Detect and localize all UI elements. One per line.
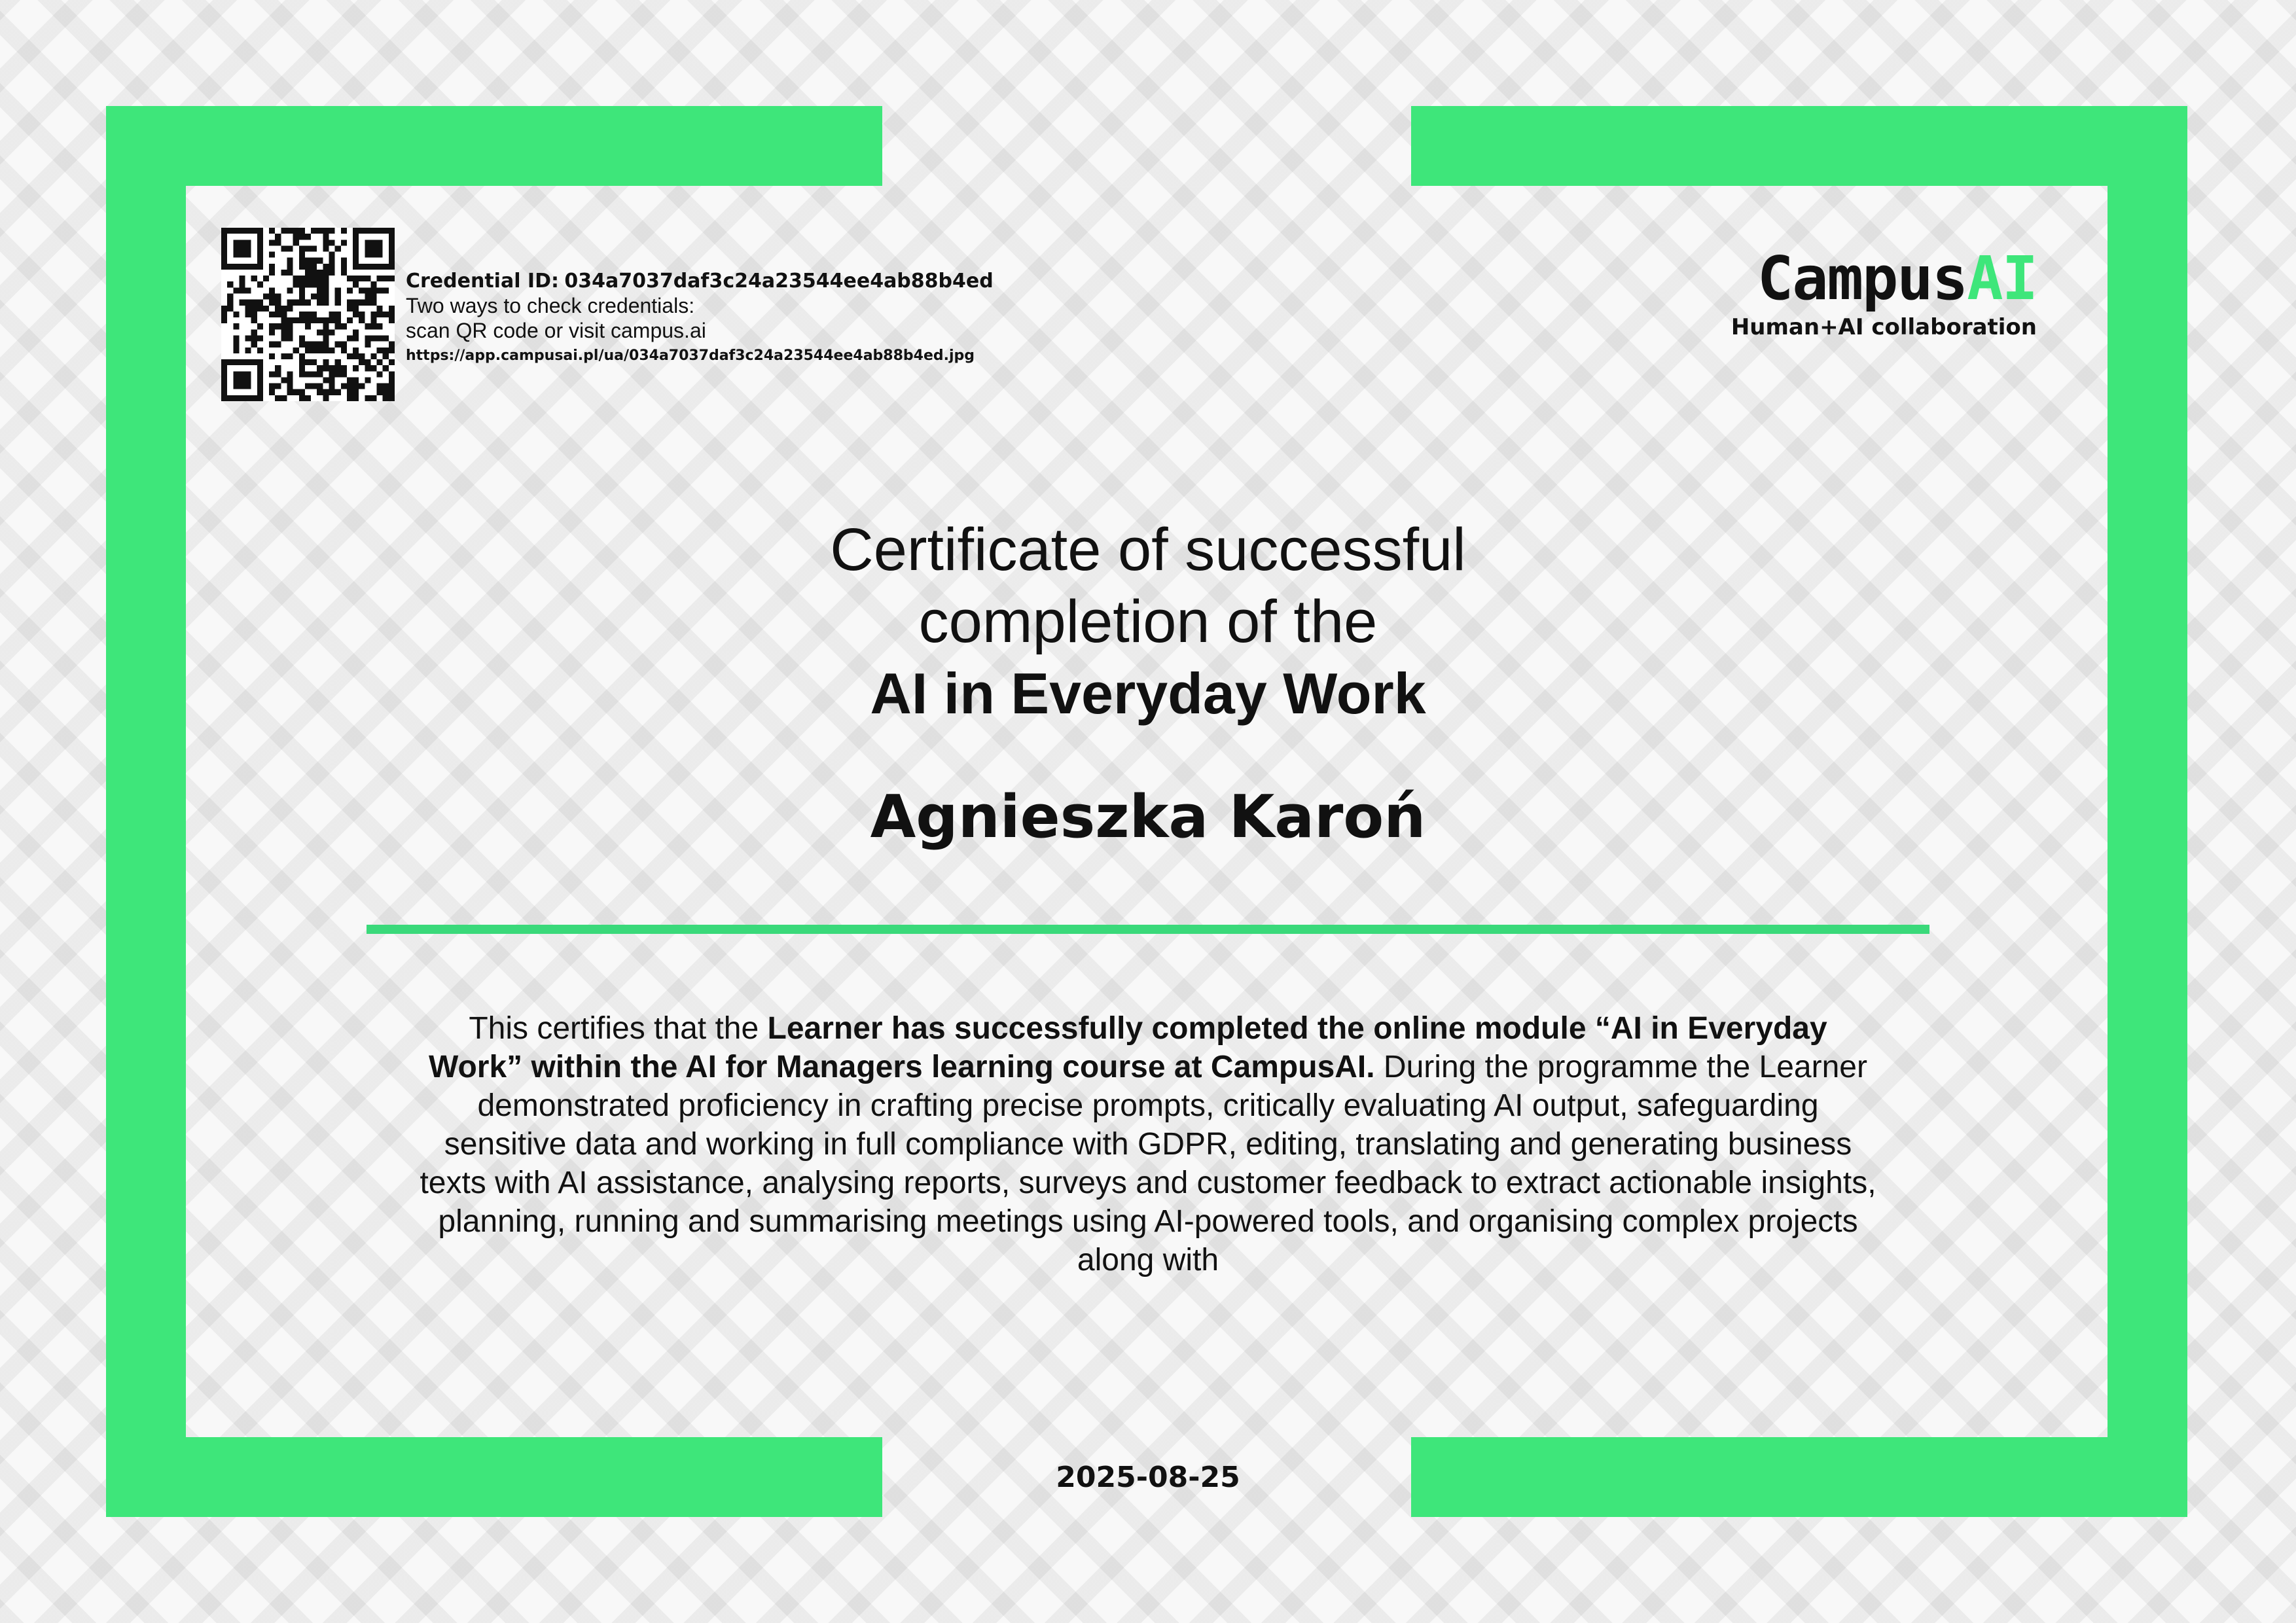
- issue-date: 2025-08-25: [1056, 1461, 1240, 1494]
- body-rest: During the programme the Learner demonstrated proficiency in crafting precise prompts, critically evaluating AI output, safeguarding sensitive data and working in full compliance with GDPR, editing, translating and generating business texts with AI assistance, analysing reports, surveys and customer feedback to extract actionable insights, planning, running and summarising meetings using AI-powered tools, and organising complex projects along with: [420, 1050, 1876, 1277]
- logo-tagline: Human+AI collaboration: [1731, 314, 2037, 340]
- qr-code-icon: [221, 228, 395, 401]
- credential-instructions-2: scan QR code or visit campus.ai: [406, 319, 706, 343]
- course-name: AI in Everyday Work: [870, 661, 1426, 726]
- frame-top-right: [1411, 106, 2187, 186]
- credential-id-label: Credential ID:: [406, 270, 559, 293]
- certificate-title: [0, 514, 2296, 730]
- campusai-logo: [1731, 243, 2037, 340]
- logo-word-main: Campus: [1757, 243, 1967, 313]
- logo-wordmark: [1731, 243, 2037, 313]
- credential-url-link[interactable]: https://app.campusai.pl/ua/034a7037daf3c24a23544ee4ab88b4ed.jpg: [406, 347, 975, 364]
- title-line-2: completion of the: [918, 588, 1378, 655]
- credential-id-line: [406, 270, 994, 293]
- body-bold: Learner has successfully completed the online module “AI in Everyday Work” within the AI for Managers learning course at CampusAI.: [429, 1011, 1827, 1084]
- credential-block: [406, 270, 994, 365]
- divider: [367, 925, 1929, 934]
- recipient-name: Agnieszka Karoń: [870, 783, 1426, 851]
- body-intro: This certifies that the: [469, 1011, 768, 1046]
- qr-code[interactable]: [221, 228, 395, 401]
- credential-instructions-1: Two ways to check credentials:: [406, 294, 695, 317]
- title-line-1: Certificate of successful: [830, 516, 1466, 583]
- certificate-body: [419, 1009, 1877, 1279]
- credential-id-value: 034a7037daf3c24a23544ee4ab88b4ed: [564, 270, 994, 293]
- frame-top-left: [106, 106, 882, 186]
- logo-word-accent: AI: [1967, 243, 2037, 313]
